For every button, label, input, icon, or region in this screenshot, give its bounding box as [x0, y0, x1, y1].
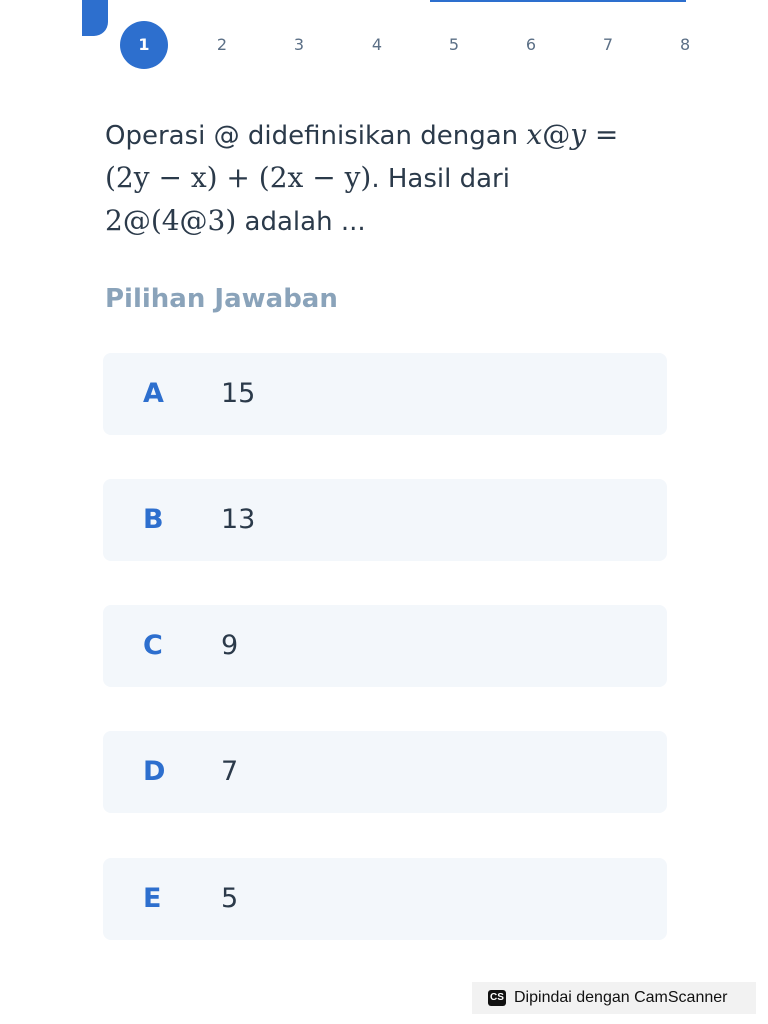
answer-choices-title: Pilihan Jawaban [105, 284, 338, 314]
question-number-8[interactable]: 8 [680, 35, 690, 54]
question-number-2[interactable]: 2 [216, 35, 228, 54]
question-number-nav [0, 21, 768, 69]
option-letter: B [143, 504, 164, 535]
question-number-6[interactable]: 6 [525, 35, 537, 54]
question-number-7[interactable]: 7 [602, 35, 614, 54]
question-text-part-3: adalah ... [236, 207, 366, 237]
camscanner-icon: CS [488, 990, 506, 1006]
question-text-part-2: . Hasil dari [371, 164, 510, 194]
question-number-5[interactable]: 5 [448, 35, 460, 54]
option-value: 13 [221, 504, 256, 535]
option-value: 5 [221, 883, 239, 914]
question-number-1[interactable]: 1 [120, 21, 168, 69]
watermark-text: Dipindai dengan CamScanner [514, 989, 728, 1006]
question-math-1-op: @ [542, 118, 571, 151]
answer-option-e[interactable] [103, 858, 667, 940]
question-math-1-y: y [570, 118, 587, 151]
answer-option-b[interactable] [103, 479, 667, 561]
camscanner-watermark [472, 982, 756, 1014]
option-letter: C [143, 630, 163, 661]
question-math-3: 2@(4@3) [105, 204, 237, 237]
option-value: 7 [221, 756, 239, 787]
question-math-1-x: x [526, 118, 543, 151]
answer-option-a[interactable] [103, 353, 667, 435]
question-math-1 [526, 118, 618, 151]
option-letter: D [143, 756, 166, 787]
option-value: 9 [221, 630, 239, 661]
option-letter: A [143, 378, 164, 409]
question-number-4[interactable]: 4 [371, 35, 383, 54]
question-number-3[interactable]: 3 [293, 35, 305, 54]
question-text [105, 114, 645, 243]
answer-option-d[interactable] [103, 731, 667, 813]
option-value: 15 [221, 378, 256, 409]
question-text-part-1: Operasi @ didefinisikan dengan [105, 121, 527, 151]
question-math-2: (2y − x) + (2x − y) [105, 161, 372, 194]
option-letter: E [143, 883, 162, 914]
top-progress-line [430, 0, 686, 2]
question-math-1-eq: = [586, 118, 619, 151]
answer-option-c[interactable] [103, 605, 667, 687]
